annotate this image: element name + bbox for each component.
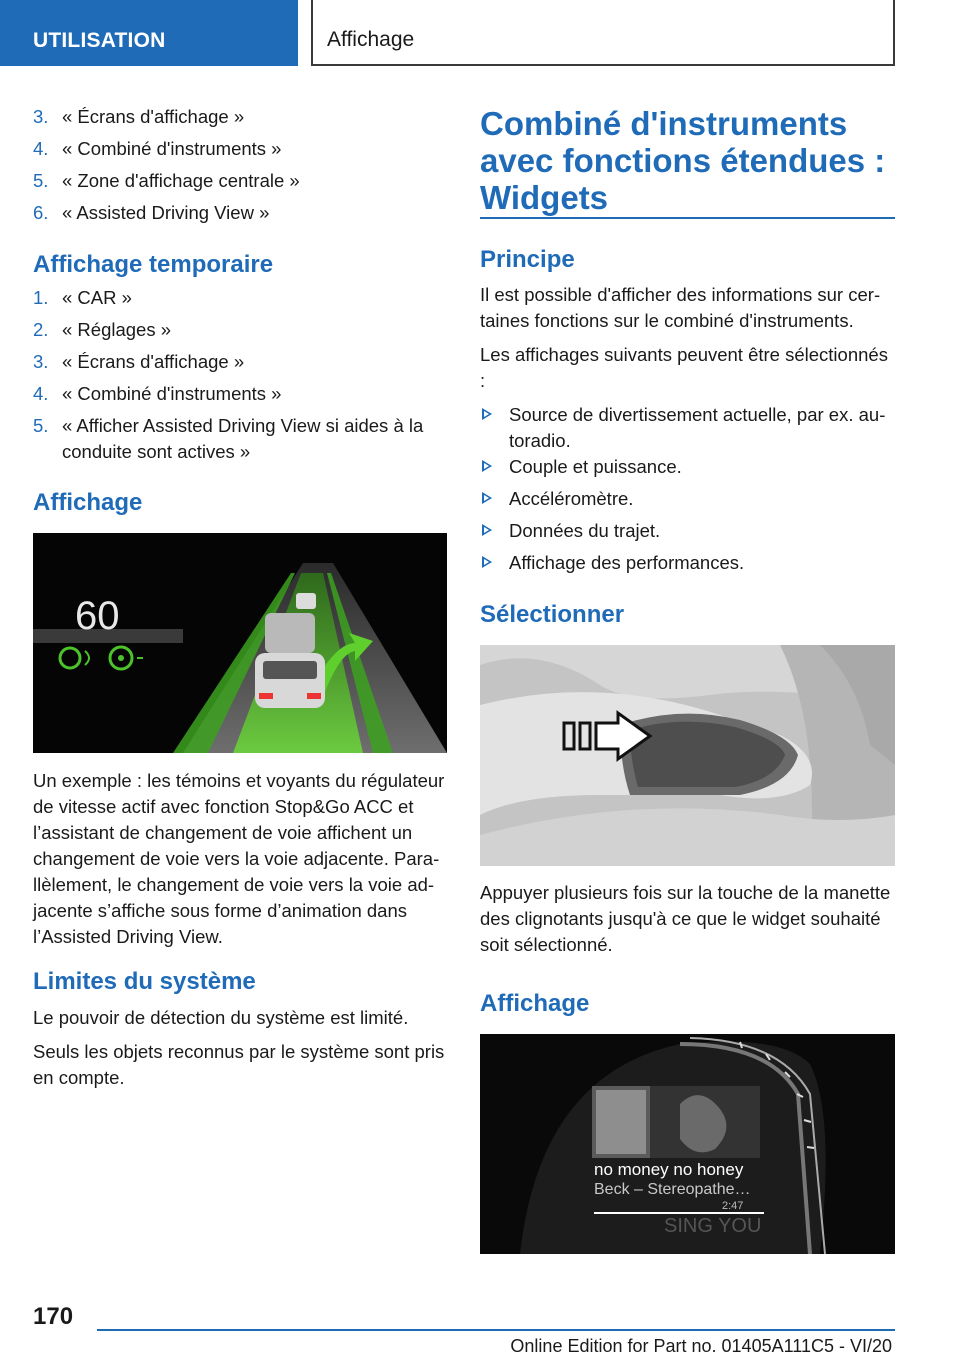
artist-name: Beck – Stereopathe…: [594, 1181, 751, 1198]
bullet-text: Affichage des performances.: [509, 552, 745, 573]
list-item: [33, 413, 447, 465]
limites-paragraph-2: Seuls les objets reconnus par le système sont pris en compte.: [33, 1041, 445, 1088]
list-number: 3.: [33, 106, 49, 127]
bullet-triangle-icon: [482, 492, 492, 504]
bullet-text: Couple et puissance.: [509, 456, 682, 477]
image-caption: Un exemple : les témoins et voyants du régulateur de vitesse actif avec fonction Stop&Go ACC et l’assistant de changement de voie affichent un changement de voie vers la voie adjacente. Parallèlement, le changement de voie vers la voie adjacente s’affiche sous forme d’animation dans l’Assisted Driving View.: [33, 770, 445, 947]
list-number: 6.: [33, 202, 49, 223]
section-heading-widgets: Combiné d'instruments avec fonctions étendues : Widgets: [480, 105, 886, 216]
heading-limites: Limites du système: [33, 968, 256, 995]
list-number: 2.: [33, 319, 49, 340]
bullet-triangle-icon: [482, 408, 492, 420]
heading-affichage-widget: Affichage: [480, 990, 590, 1017]
bullet-text: Données du trajet.: [509, 520, 661, 541]
list-number: 4.: [33, 383, 49, 404]
widget-display-illustration: [480, 1034, 895, 1254]
turn-signal-lever-image: [480, 645, 895, 866]
list-text: « Zone d'affichage centrale »: [62, 170, 300, 191]
list-text: « Écrans d'affichage »: [62, 106, 245, 127]
bullet-text: Source de divertissement actuelle, par ex. autoradio.: [509, 404, 886, 451]
list-number: 5.: [33, 415, 49, 436]
principe-paragraph-2: Les affichages suivants peuvent être sélectionnés :: [480, 344, 888, 391]
list-text: « Écrans d'affichage »: [62, 351, 245, 372]
selectionner-paragraph: Appuyer plusieurs fois sur la touche de la manette des clignotants jusqu'à ce que le widget souhaité soit sélectionné.: [480, 882, 891, 955]
heading-principe: Principe: [480, 246, 575, 273]
footer-rule: [97, 1329, 895, 1331]
bullet-triangle-icon: [482, 524, 492, 536]
svg-text:60: 60: [75, 594, 120, 638]
heading-affichage-temporaire: Affichage temporaire: [33, 251, 274, 278]
song-title: no money no honey: [594, 1160, 744, 1179]
list-text: « Afficher Assisted Driving View si aides à la conduite sont actives »: [62, 415, 424, 462]
section-tab: [0, 0, 298, 66]
list-number: 4.: [33, 138, 49, 159]
heading-rule: [480, 217, 895, 219]
list-text: « Assisted Driving View »: [62, 202, 270, 223]
principe-paragraph-1: Il est possible d'afficher des informations sur certaines fonctions sur le combiné d'instruments.: [480, 284, 881, 331]
limites-paragraph-1: Le pouvoir de détection du système est limité.: [33, 1007, 409, 1028]
bullet-triangle-icon: [482, 556, 492, 568]
heading-selectionner: Sélectionner: [480, 601, 625, 628]
section-title: UTILISATION: [33, 29, 166, 52]
background-sign: SING YOU: [664, 1215, 762, 1237]
bullet-triangle-icon: [482, 460, 492, 472]
list-number: 1.: [33, 287, 49, 308]
list-text: « Réglages »: [62, 319, 172, 340]
bullet-text: Accéléromètre.: [509, 488, 634, 509]
edition-info: Online Edition for Part no. 01405A111C5 - VI/20: [510, 1336, 892, 1356]
page-number: 170: [33, 1303, 74, 1330]
turn-signal-lever-illustration: [480, 645, 895, 866]
list-text: « Combiné d'instruments »: [62, 138, 282, 159]
list-number: 3.: [33, 351, 49, 372]
track-time: 2:47: [722, 1200, 744, 1212]
list-text: « CAR »: [62, 287, 132, 308]
chapter-title: Affichage: [327, 28, 415, 51]
assisted-driving-image: [33, 533, 447, 753]
widget-display-image: [480, 1034, 895, 1254]
assisted-driving-illustration: [33, 533, 447, 753]
list-text: « Combiné d'instruments »: [62, 383, 282, 404]
chapter-header: [311, 0, 895, 66]
bullet-item: [480, 402, 895, 454]
list-number: 5.: [33, 170, 49, 191]
heading-affichage: Affichage: [33, 489, 143, 516]
